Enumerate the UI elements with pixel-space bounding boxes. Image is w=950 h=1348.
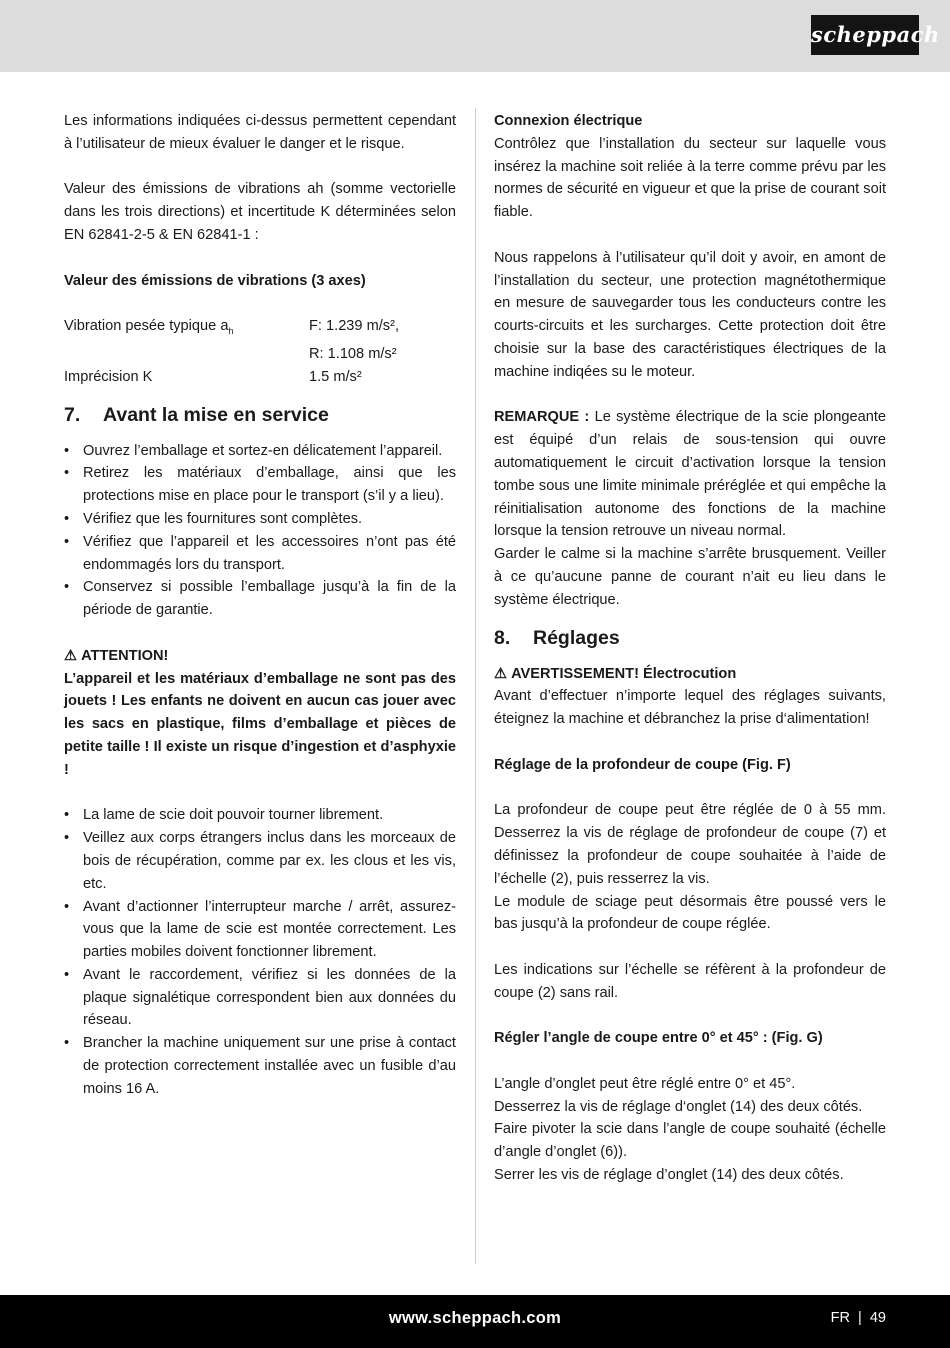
language-code: FR — [830, 1310, 851, 1326]
list-item: • Ouvrez l’emballage et sortez-en délicatement l’appareil. — [64, 440, 456, 463]
vibration-label: Vibration pesée typique a — [64, 318, 229, 335]
section-8-number: 8. — [494, 626, 511, 649]
page-number: 49 — [869, 1310, 886, 1326]
vibration-sub: h — [228, 326, 234, 337]
imprecision-label: Imprécision K — [64, 368, 153, 385]
right-column — [494, 110, 886, 1187]
list-item: • Vérifiez que l’appareil et les accessoires n’ont pas été endommagés lors du transport. — [64, 531, 456, 577]
connection-heading: Connexion électrique — [494, 113, 643, 129]
vibration-intro: Valeur des émissions de vibrations ah (somme vectorielle dans les trois directions) et incertitude K déterminées selon EN 62841-2-5 & EN 62841-1 : — [64, 181, 456, 243]
attention-text: L’appareil et les matériaux d’emballage ne sont pas des jouets ! Les enfants ne doivent en aucun cas jouer avec les sacs en plastique, films d’emballage et pièces de petite taille ! Il existe un risque d’ingestion et d’asphyxie ! — [64, 670, 456, 778]
vibration-row-r — [64, 343, 456, 366]
intro-paragraph: Les informations indiquées ci-dessus permettent cependant à l’utilisateur de mieux évaluer le danger et le risque. — [64, 113, 456, 152]
remarque-paragraph — [494, 406, 886, 543]
attention-heading — [64, 645, 456, 668]
remarque-text: Le système électrique de la scie plongeante est équipé d’un relais de sous-tension qui ouvre automatiquement le circuit d’activation lorsque la tension tombe sous une limite minimale préréglée et qui empêche la réinitialisation autonome des fonctions de la machine lorsque la tension retrouve un niveau normal. — [494, 409, 886, 540]
section-7-heading — [64, 392, 456, 438]
list-item: • Veillez aux corps étrangers inclus dans les morceaux de bois de récupération, comme par ex. les clous et les vis, etc. — [64, 827, 456, 895]
vibration-row — [64, 315, 456, 343]
protection-paragraph: Nous rappelons à l’utilisateur qu’il doit y avoir, en amont de l’installation du secteur, une protection magnétothermique en mesure de sauvegarder tous les conducteurs contre les courts-circuits et les surcharges. Cette protection doit être choisie sur la base des caractéristiques électriques de la machine indiqées su le moteur. — [494, 249, 886, 380]
depth-paragraph-2: Le module de sciage peut désormais être poussé vers le bas jusqu’à la profondeur de coupe réglée. — [494, 893, 886, 933]
depth-paragraph-3: Les indications sur l’échelle se réfèrent à la profondeur de coupe (2) sans rail. — [494, 961, 886, 1001]
left-column — [64, 110, 456, 1101]
list-item: • Avant le raccordement, vérifiez si les données de la plaque signalétique correspondent bien aux données du réseau. — [64, 964, 456, 1032]
angle-paragraph-4: Serrer les vis de réglage d’onglet (14) des deux côtés. — [494, 1167, 844, 1184]
warning-icon: ⚠ — [64, 647, 78, 664]
list-item: • Conservez si possible l’emballage jusqu’à la fin de la période de garantie. — [64, 576, 456, 622]
vibration-f-value: F: 1.239 m/s², — [309, 318, 400, 335]
angle-heading: Régler l’angle de coupe entre 0° et 45° : (Fig. G) — [494, 1030, 823, 1047]
angle-paragraph-1: L’angle d’onglet peut être réglé entre 0° et 45°. — [494, 1075, 796, 1092]
brand-logo: scheppach — [811, 15, 919, 55]
page-header — [0, 0, 950, 72]
imprecision-row — [64, 366, 456, 389]
column-divider — [475, 108, 476, 1264]
warning-text: Avant d’effectuer n’importe lequel des réglages suivants, éteignez la machine et débranchez la prise d‘alimentation! — [494, 688, 886, 728]
section-8-title: Réglages — [533, 626, 620, 649]
safety-list — [64, 804, 456, 1100]
section-8-heading — [494, 615, 886, 661]
depth-heading: Réglage de la profondeur de coupe (Fig. F) — [494, 756, 791, 773]
section-7-title: Avant la mise en service — [103, 403, 329, 426]
website-link[interactable]: www.scheppach.com — [388, 1309, 562, 1327]
angle-paragraph-2: Desserrez la vis de réglage d‘onglet (14) des deux côtés. — [494, 1098, 863, 1115]
list-item: • Vérifiez que les fournitures sont complètes. — [64, 508, 456, 531]
list-item: • La lame de scie doit pouvoir tourner librement. — [64, 804, 456, 827]
setup-list — [64, 440, 456, 622]
page-indicator — [831, 1310, 886, 1326]
page-separator: | — [858, 1310, 862, 1326]
angle-paragraph-3: Faire pivoter la scie dans l’angle de coupe souhaité (échelle d’angle d’onglet (6)). — [494, 1121, 886, 1161]
warning-heading — [494, 663, 886, 686]
list-item: • Avant d’actionner l’interrupteur marche / arrêt, assurez- vous que la lame de scie est montée correctement. Les parties mobiles doivent fonctionner librement. — [64, 896, 456, 964]
calm-paragraph: Garder le calme si la machine s’arrête brusquement. Veiller à ce qu’aucune panne de courant n’ait eu lieu dans le système électrique. — [494, 546, 886, 608]
attention-title: ATTENTION! — [81, 647, 169, 664]
page-footer — [0, 1295, 950, 1348]
imprecision-value: 1.5 m/s² — [309, 368, 362, 385]
connection-text: Contrôlez que l’installation du secteur sur laquelle vous insérez la machine soit reliée à la terre comme prévu par les normes de sécurité en vigueur et que la prise de courant soit fiable. — [494, 135, 886, 221]
list-item: • Brancher la machine uniquement sur une prise à contact de protection correctement installée avec un fusible d’au moins 16 A. — [64, 1032, 456, 1100]
list-item: • Retirez les matériaux d’emballage, ainsi que les protections mise en place pour le transport (s’il y a lieu). — [64, 462, 456, 508]
depth-paragraph-1: La profondeur de coupe peut être réglée de 0 à 55 mm. Desserrez la vis de réglage de profondeur de coupe (7) et définissez la profondeur de coupe souhaitée à l’aide de l’échelle (2), puis resserrez la vis. — [494, 802, 886, 887]
vibration-heading: Valeur des émissions de vibrations (3 axes) — [64, 272, 366, 289]
vibration-r-value: R: 1.108 m/s² — [309, 345, 397, 362]
remarque-label: REMARQUE : — [494, 409, 590, 426]
warning-icon: ⚠ — [494, 665, 508, 682]
section-7-number: 7. — [64, 403, 81, 426]
warning-title: AVERTISSEMENT! Électrocution — [511, 665, 737, 682]
